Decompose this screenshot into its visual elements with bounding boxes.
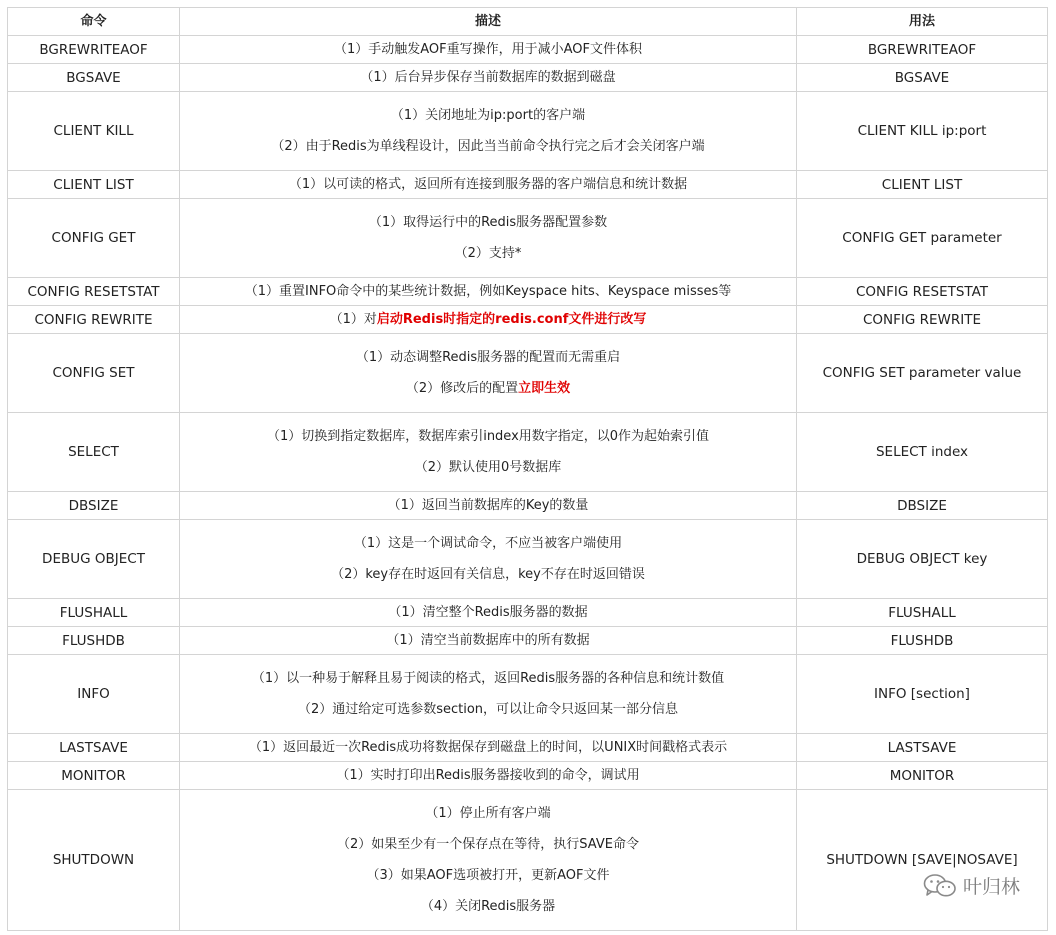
- description-cell: [180, 334, 797, 413]
- table-row: [8, 334, 1048, 413]
- table-row: [8, 199, 1048, 278]
- description-text: （2）默认使用0号数据库: [414, 459, 562, 475]
- description-cell: [180, 64, 797, 92]
- command-cell: MONITOR: [8, 762, 180, 790]
- description-cell: [180, 413, 797, 492]
- description-text: （1）动态调整Redis服务器的配置而无需重启: [355, 349, 621, 365]
- description-cell: [180, 790, 797, 931]
- description-text: （1）这是一个调试命令，不应当被客户端使用: [353, 535, 623, 551]
- description-text: （1）清空当前数据库中的所有数据: [386, 632, 590, 648]
- description-text: （1）取得运行中的Redis服务器配置参数: [368, 214, 608, 230]
- description-text: （1）手动触发AOF重写操作，用于减小AOF文件体积: [333, 41, 643, 57]
- description-text: （1）重置INFO命令中的某些统计数据，例如Keyspace hits、Keyspace misses等: [244, 283, 732, 299]
- highlighted-text: 立即生效: [518, 380, 571, 396]
- description-text: （4）关闭Redis服务器: [420, 898, 556, 914]
- command-cell: CONFIG RESETSTAT: [8, 278, 180, 306]
- usage-cell: SELECT index: [797, 413, 1048, 492]
- description-line: [180, 460, 796, 476]
- description-line: [180, 567, 796, 583]
- description-line: [180, 868, 796, 884]
- table-row: [8, 790, 1048, 931]
- description-cell: [180, 278, 797, 306]
- table-row: [8, 734, 1048, 762]
- description-cell: [180, 599, 797, 627]
- command-cell: INFO: [8, 655, 180, 734]
- table-row: [8, 492, 1048, 520]
- description-line: [180, 899, 796, 915]
- description-text: （1）后台异步保存当前数据库的数据到磁盘: [360, 69, 616, 85]
- command-cell: BGSAVE: [8, 64, 180, 92]
- description-line: [180, 312, 796, 328]
- description-line: [180, 350, 796, 366]
- command-cell: BGREWRITEAOF: [8, 36, 180, 64]
- description-line: [180, 177, 796, 193]
- table-row: [8, 171, 1048, 199]
- description-text: （2）key存在时返回有关信息，key不存在时返回错误: [331, 566, 645, 582]
- usage-cell: DBSIZE: [797, 492, 1048, 520]
- header-usage: 用法: [797, 8, 1048, 36]
- usage-cell: CLIENT LIST: [797, 171, 1048, 199]
- usage-cell: CONFIG SET parameter value: [797, 334, 1048, 413]
- description-line: [180, 108, 796, 124]
- table-row: [8, 627, 1048, 655]
- description-cell: [180, 520, 797, 599]
- description-cell: [180, 171, 797, 199]
- usage-cell: CONFIG RESETSTAT: [797, 278, 1048, 306]
- command-cell: CLIENT LIST: [8, 171, 180, 199]
- usage-cell: CONFIG GET parameter: [797, 199, 1048, 278]
- description-text: （2）如果至少有一个保存点在等待，执行SAVE命令: [337, 836, 639, 852]
- description-line: [180, 671, 796, 687]
- usage-cell: INFO [section]: [797, 655, 1048, 734]
- description-line: [180, 633, 796, 649]
- usage-cell: BGREWRITEAOF: [797, 36, 1048, 64]
- usage-cell: FLUSHALL: [797, 599, 1048, 627]
- wechat-icon: [923, 873, 957, 899]
- command-cell: DBSIZE: [8, 492, 180, 520]
- command-cell: CONFIG GET: [8, 199, 180, 278]
- description-text: （1）实时打印出Redis服务器接收到的命令，调试用: [336, 767, 640, 783]
- description-line: [180, 215, 796, 231]
- table-row: [8, 92, 1048, 171]
- description-line: [180, 246, 796, 262]
- description-line: [180, 605, 796, 621]
- table-row: [8, 655, 1048, 734]
- description-line: [180, 284, 796, 300]
- description-text: （3）如果AOF选项被打开，更新AOF文件: [366, 867, 610, 883]
- description-line: [180, 806, 796, 822]
- table-row: [8, 64, 1048, 92]
- command-cell: CLIENT KILL: [8, 92, 180, 171]
- description-text: （2）支持*: [454, 245, 522, 261]
- description-cell: [180, 92, 797, 171]
- usage-cell: DEBUG OBJECT key: [797, 520, 1048, 599]
- description-text: （1）停止所有客户端: [425, 805, 551, 821]
- usage-cell: SHUTDOWN [SAVE|NOSAVE]: [797, 790, 1048, 931]
- description-text: （2）修改后的配置: [405, 380, 519, 396]
- watermark-text: 叶归林: [962, 876, 1020, 898]
- description-line: [180, 70, 796, 86]
- command-cell: FLUSHDB: [8, 627, 180, 655]
- description-line: [180, 381, 796, 397]
- redis-commands-table: [7, 7, 1048, 931]
- usage-cell: LASTSAVE: [797, 734, 1048, 762]
- description-text: （1）返回当前数据库的Key的数量: [387, 497, 589, 513]
- description-text: （1）切换到指定数据库，数据库索引index用数字指定，以0作为起始索引值: [266, 428, 710, 444]
- description-cell: [180, 734, 797, 762]
- command-cell: FLUSHALL: [8, 599, 180, 627]
- usage-cell: MONITOR: [797, 762, 1048, 790]
- description-cell: [180, 36, 797, 64]
- description-line: [180, 42, 796, 58]
- description-cell: [180, 762, 797, 790]
- description-cell: [180, 655, 797, 734]
- description-text: （1）以可读的格式，返回所有连接到服务器的客户端信息和统计数据: [288, 176, 688, 192]
- description-line: [180, 702, 796, 718]
- description-cell: [180, 199, 797, 278]
- table-row: [8, 278, 1048, 306]
- watermark: [923, 872, 1020, 899]
- description-line: [180, 429, 796, 445]
- header-description: 描述: [180, 8, 797, 36]
- description-line: [180, 498, 796, 514]
- description-line: [180, 768, 796, 784]
- description-line: [180, 139, 796, 155]
- usage-cell: CONFIG REWRITE: [797, 306, 1048, 334]
- description-text: （2）由于Redis为单线程设计，因此当当前命令执行完之后才会关闭客户端: [271, 138, 705, 154]
- description-line: [180, 740, 796, 756]
- description-text: （2）通过给定可选参数section，可以让命令只返回某一部分信息: [297, 701, 679, 717]
- table-row: [8, 520, 1048, 599]
- description-line: [180, 837, 796, 853]
- command-cell: CONFIG SET: [8, 334, 180, 413]
- description-cell: [180, 492, 797, 520]
- usage-cell: BGSAVE: [797, 64, 1048, 92]
- highlighted-text: 启动Redis时指定的redis.conf文件进行改写: [376, 311, 647, 327]
- description-text: （1）返回最近一次Redis成功将数据保存到磁盘上的时间，以UNIX时间戳格式表示: [248, 739, 728, 755]
- table-row: [8, 36, 1048, 64]
- description-text: （1）以一种易于解释且易于阅读的格式，返回Redis服务器的各种信息和统计数值: [251, 670, 725, 686]
- command-cell: DEBUG OBJECT: [8, 520, 180, 599]
- table-row: [8, 599, 1048, 627]
- command-cell: SELECT: [8, 413, 180, 492]
- description-line: [180, 536, 796, 552]
- table-row: [8, 413, 1048, 492]
- command-cell: SHUTDOWN: [8, 790, 180, 931]
- header-command: 命令: [8, 8, 180, 36]
- table-row: [8, 762, 1048, 790]
- description-text: （1）对: [329, 311, 377, 327]
- description-text: （1）清空整个Redis服务器的数据: [388, 604, 588, 620]
- description-cell: [180, 306, 797, 334]
- table-header-row: [8, 8, 1048, 36]
- command-cell: LASTSAVE: [8, 734, 180, 762]
- description-text: （1）关闭地址为ip:port的客户端: [390, 107, 586, 123]
- usage-cell: FLUSHDB: [797, 627, 1048, 655]
- table-row: [8, 306, 1048, 334]
- description-cell: [180, 627, 797, 655]
- usage-cell: CLIENT KILL ip:port: [797, 92, 1048, 171]
- command-cell: CONFIG REWRITE: [8, 306, 180, 334]
